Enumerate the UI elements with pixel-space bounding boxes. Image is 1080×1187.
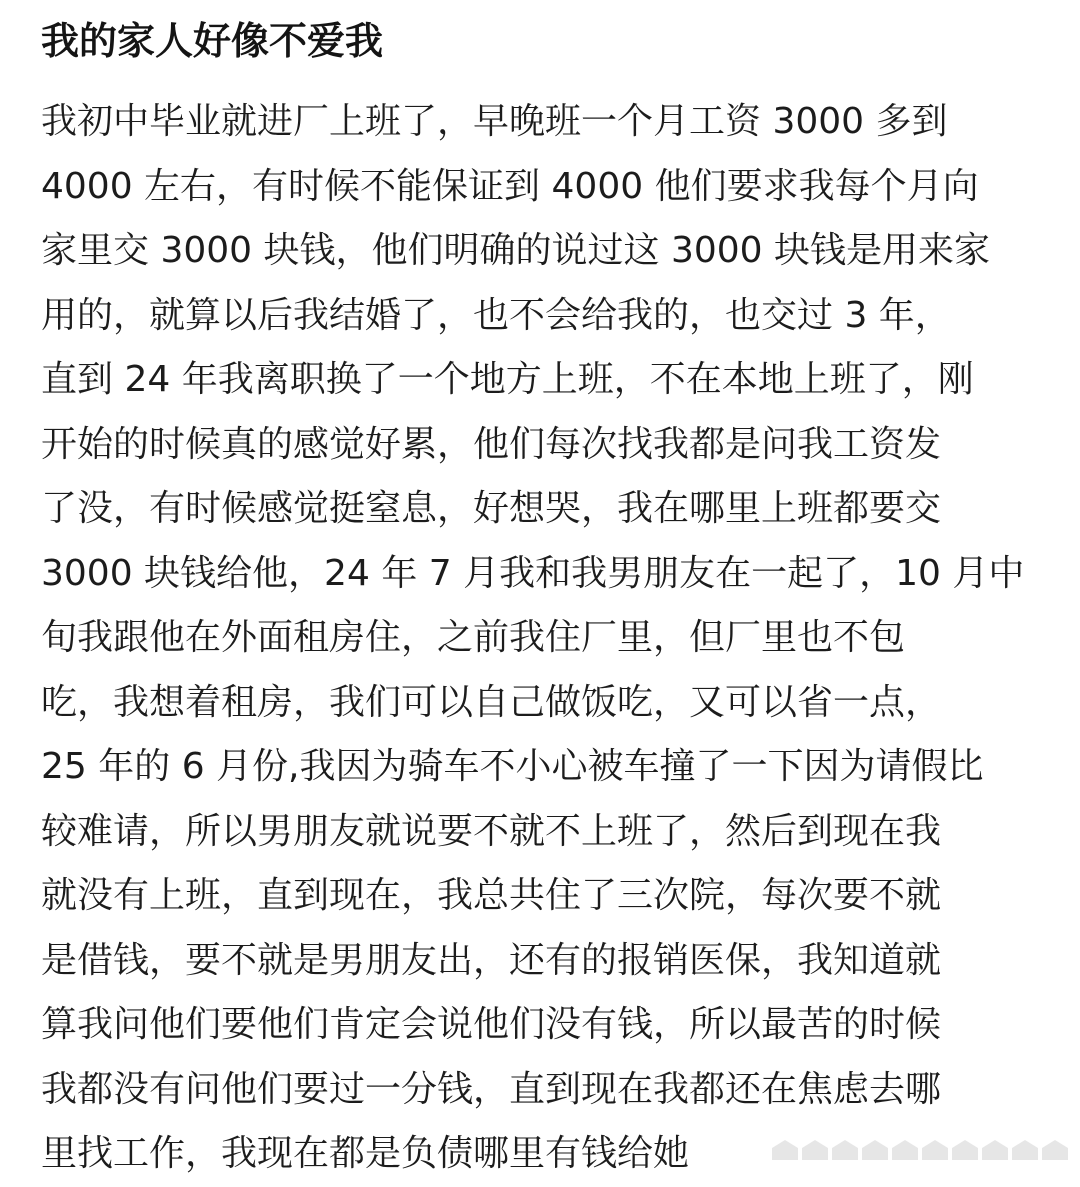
post-line-6: 开始的时候真的感觉好累，他们每次找我都是问我工资发	[41, 423, 942, 465]
post-line-8: 3000 块钱给他，24 年 7 月我和我男朋友在一起了，10 月中	[41, 552, 1025, 594]
watermark-segment	[982, 1140, 1008, 1160]
post-line-1: 我初中毕业就进厂上班了，早晚班一个月工资 3000 多到	[41, 101, 948, 142]
post-line-14: 是借钱，要不就是男朋友出，还有的报销医保，我知道就	[41, 939, 942, 981]
post-line-11: 25 年的 6 月份,我因为骑车不小心被车撞了一下因为请假比	[41, 746, 984, 787]
watermark-segment	[952, 1140, 978, 1160]
post-line-5: 直到 24 年我离职换了一个地方上班，不在本地上班了，刚	[41, 359, 974, 400]
watermark-segment	[922, 1140, 948, 1160]
post-line-7: 了没，有时候感觉挺窒息，好想哭，我在哪里上班都要交	[41, 488, 942, 529]
post-line-15: 算我问他们要他们肯定会说他们没有钱，所以最苦的时候	[41, 1004, 942, 1045]
watermark-segment	[802, 1140, 828, 1160]
watermark-segment	[862, 1140, 888, 1160]
watermark-logo-icon	[772, 1140, 1068, 1160]
post-line-10: 吃，我想着租房，我们可以自己做饭吃，又可以省一点，	[41, 681, 942, 723]
watermark-segment	[1042, 1140, 1068, 1160]
watermark-segment	[892, 1140, 918, 1160]
watermark-segment	[832, 1140, 858, 1160]
post-line-13: 就没有上班，直到现在，我总共住了三次院，每次要不就	[41, 875, 942, 916]
post-body	[41, 90, 1051, 1187]
watermark-segment	[772, 1140, 798, 1160]
post-line-4: 用的，就算以后我结婚了，也不会给我的，也交过 3 年，	[41, 294, 951, 336]
post-line-3: 家里交 3000 块钱，他们明确的说过这 3000 块钱是用来家	[41, 230, 991, 271]
post-line-16: 我都没有问他们要过一分钱，直到现在我都还在焦虑去哪	[41, 1068, 942, 1110]
post-line-12: 较难请，所以男朋友就说要不就不上班了，然后到现在我	[41, 810, 942, 852]
post-line-2: 4000 左右，有时候不能保证到 4000 他们要求我每个月向	[41, 165, 979, 207]
post-title: 我的家人好像不爱我	[41, 19, 384, 63]
watermark-segment	[1012, 1140, 1038, 1160]
post-line-9: 旬我跟他在外面租房住，之前我住厂里，但厂里也不包	[41, 617, 906, 658]
post-line-17: 里找工作，我现在都是负债哪里有钱给她	[41, 1133, 690, 1174]
